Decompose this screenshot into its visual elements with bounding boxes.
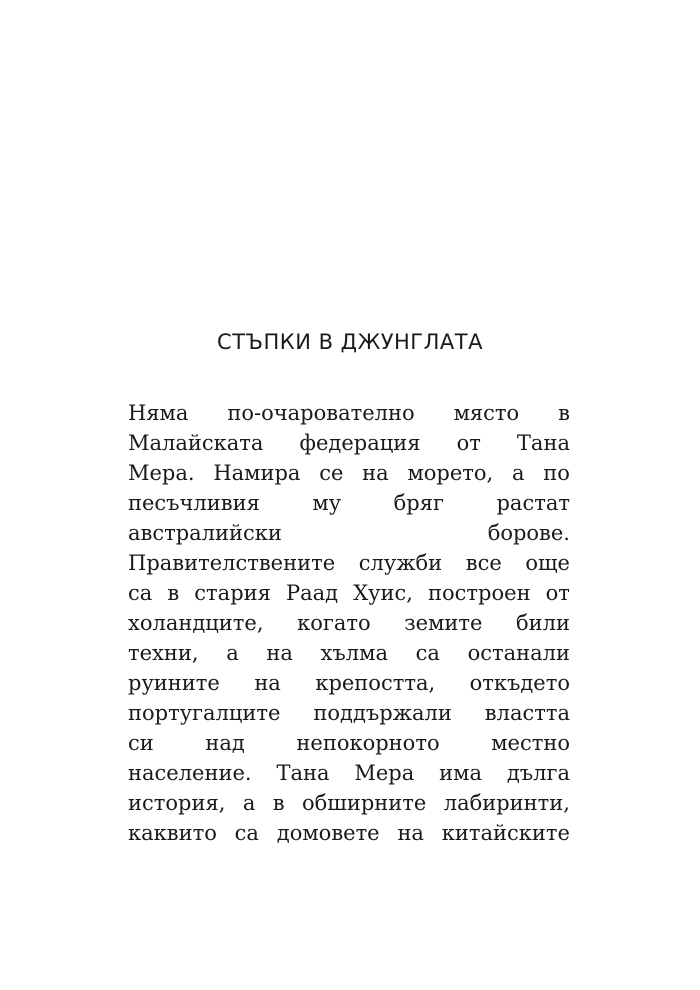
word: били bbox=[516, 611, 570, 635]
word: земите bbox=[404, 611, 483, 635]
word: са bbox=[415, 641, 440, 665]
word: Хуис, bbox=[353, 581, 413, 605]
word: по bbox=[543, 461, 570, 485]
text-line bbox=[128, 428, 570, 458]
word: федерация bbox=[299, 431, 421, 455]
word: а bbox=[512, 461, 525, 485]
word: на bbox=[397, 821, 424, 845]
text-line bbox=[128, 548, 570, 578]
word: непокорното bbox=[296, 731, 440, 755]
word: Малайската bbox=[128, 431, 264, 455]
text-line bbox=[128, 638, 570, 668]
word: на bbox=[266, 641, 293, 665]
text-line bbox=[128, 458, 570, 488]
word: Правителствените bbox=[128, 551, 336, 575]
word: са bbox=[128, 581, 153, 605]
word: на bbox=[254, 671, 281, 695]
word: песъчливия bbox=[128, 491, 260, 515]
text-line bbox=[128, 608, 570, 638]
word: португалците bbox=[128, 701, 281, 725]
text-line bbox=[128, 818, 570, 848]
word: Раад bbox=[285, 581, 339, 605]
word: домовете bbox=[276, 821, 380, 845]
word: Мера. bbox=[128, 461, 195, 485]
text-line bbox=[128, 488, 570, 518]
text-line bbox=[128, 728, 570, 758]
word: служби bbox=[358, 551, 443, 575]
word: от bbox=[456, 431, 481, 455]
word: растат bbox=[496, 491, 570, 515]
word: крепостта, bbox=[315, 671, 436, 695]
word: Тана bbox=[516, 431, 570, 455]
word: когато bbox=[297, 611, 371, 635]
word: му bbox=[312, 491, 342, 515]
chapter-title: СТЪПКИ В ДЖУНГЛАТА bbox=[217, 330, 483, 354]
word: от bbox=[545, 581, 570, 605]
word: Няма bbox=[128, 401, 189, 425]
word: останали bbox=[467, 641, 570, 665]
word: борове. bbox=[487, 521, 570, 545]
word: стария bbox=[194, 581, 271, 605]
word: поддържали bbox=[313, 701, 452, 725]
word: холандците, bbox=[128, 611, 264, 635]
word: хълма bbox=[320, 641, 388, 665]
word: население. bbox=[128, 761, 252, 785]
word: си bbox=[128, 731, 154, 755]
word: Тана bbox=[276, 761, 330, 785]
word: откъдето bbox=[469, 671, 570, 695]
text-line bbox=[128, 788, 570, 818]
word: са bbox=[234, 821, 259, 845]
text-line bbox=[128, 668, 570, 698]
text-line bbox=[128, 398, 570, 428]
word: техни, bbox=[128, 641, 199, 665]
word: в bbox=[558, 401, 570, 425]
word: местно bbox=[491, 731, 570, 755]
body-text bbox=[128, 398, 570, 848]
word: лабиринти, bbox=[443, 791, 570, 815]
word: по-очарователно bbox=[227, 401, 415, 425]
word: австралийски bbox=[128, 521, 282, 545]
word: над bbox=[205, 731, 245, 755]
word: място bbox=[453, 401, 520, 425]
word: още bbox=[525, 551, 570, 575]
word: в bbox=[272, 791, 285, 815]
word: дълга bbox=[506, 761, 570, 785]
text-line bbox=[128, 518, 570, 548]
text-line bbox=[128, 578, 570, 608]
word: властта bbox=[484, 701, 570, 725]
word: а bbox=[242, 791, 256, 815]
word: китайските bbox=[441, 821, 570, 845]
text-line bbox=[128, 758, 570, 788]
word: се bbox=[319, 461, 344, 485]
text-line bbox=[128, 698, 570, 728]
word: а bbox=[226, 641, 239, 665]
word: обширните bbox=[302, 791, 427, 815]
word: построен bbox=[428, 581, 531, 605]
word: все bbox=[465, 551, 502, 575]
word: има bbox=[439, 761, 482, 785]
word: история, bbox=[128, 791, 226, 815]
word: Мера bbox=[354, 761, 415, 785]
word: в bbox=[167, 581, 180, 605]
word: руините bbox=[128, 671, 220, 695]
word: на bbox=[362, 461, 389, 485]
word: каквито bbox=[128, 821, 217, 845]
word: морето, bbox=[407, 461, 494, 485]
word: Намира bbox=[213, 461, 301, 485]
word: бряг bbox=[393, 491, 444, 515]
